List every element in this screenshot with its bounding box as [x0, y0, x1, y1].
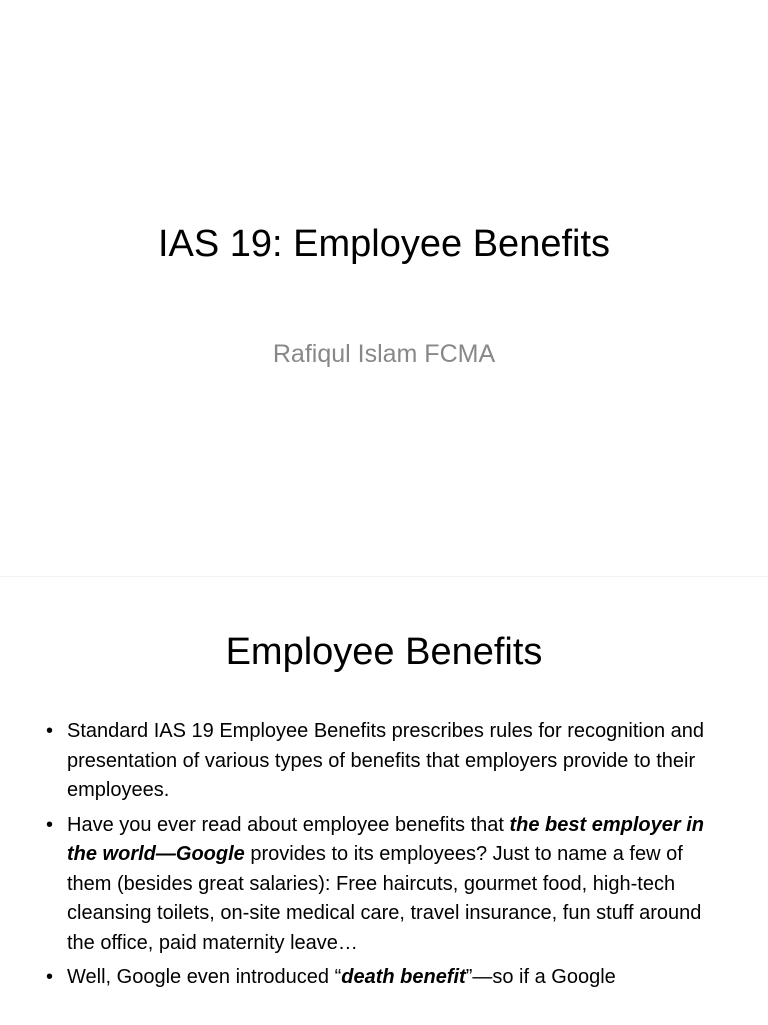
bullet-item — [46, 811, 716, 959]
content-slide — [0, 576, 768, 1025]
bullet-emphasis: death benefit — [341, 966, 466, 988]
bullet-item — [46, 717, 716, 806]
bullet-item — [46, 963, 716, 993]
bullet-text: ”—so if a Google — [465, 966, 616, 988]
bullet-text: provides to its employees? Just to name a few of them (besides great salaries): Free haircuts, gourmet food, high-tech cleansing toilets, on-site medical care, travel insurance, fun stuff around the office, paid maternity leave… — [67, 843, 702, 954]
bullet-dot-icon: • — [46, 966, 54, 988]
slide-title: Employee Benefits — [225, 631, 543, 673]
presentation-subtitle: Rafiqul Islam FCMA — [272, 340, 496, 368]
bullet-text: Well, Google even introduced “ — [67, 966, 342, 988]
presentation-title: IAS 19: Employee Benefits — [157, 223, 611, 265]
bullet-dot-icon: • — [46, 720, 54, 742]
bullet-list — [46, 717, 716, 998]
bullet-text: Standard IAS 19 Employee Benefits prescribes rules for recognition and presentation of various types of benefits that employers provide to their employees. — [67, 720, 705, 801]
bullet-text: Have you ever read about employee benefits that — [67, 813, 510, 836]
bullet-emphasis: the best employer in the world—Google — [67, 813, 704, 865]
bullet-dot-icon: • — [46, 813, 54, 836]
